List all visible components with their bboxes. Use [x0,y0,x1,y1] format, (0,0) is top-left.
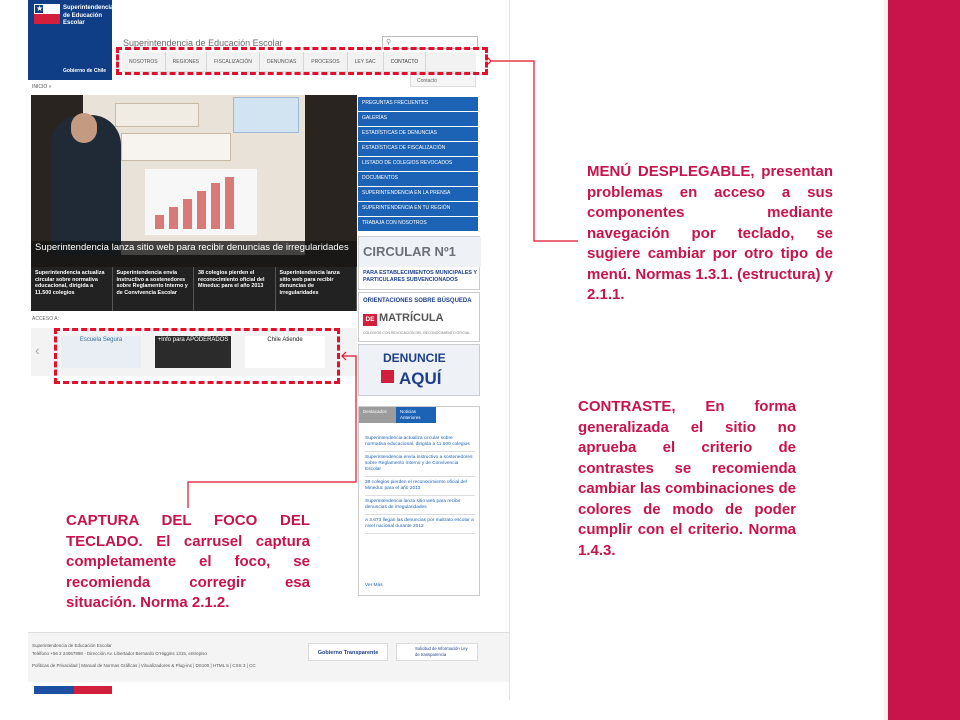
banner-denuncie[interactable] [358,344,480,396]
tab-noticias-anteriores[interactable]: Noticias Anteriores [396,407,436,423]
side-menu-item[interactable]: ESTADÍSTICAS DE FISCALIZACIÓN [358,142,478,156]
banner-circular-sub: PARA ESTABLECIMIENTOS MUNICIPALES Y PARTICULARES SUBVENCIONADOS [363,270,477,283]
side-menu-item[interactable]: SUPERINTENDENCIA EN TU REGIÓN [358,202,478,216]
banner-orient-sub: COLEGIOS CON REVOCACIÓN DEL RECONOCIMIENTO OFICIAL [363,331,471,335]
news-item[interactable]: Superintendencia envía instructivo a sostenedores sobre Reglamento Interno y de Convivencia Escolar [365,452,475,477]
side-menu-item[interactable]: DOCUMENTOS [358,172,478,186]
tab-destacados[interactable]: Destacados [359,407,396,423]
carousel-item-apoderados[interactable]: +Info para APODERADOS [155,336,231,368]
carousel-item-escuela-segura[interactable]: Escuela Segura [61,336,141,368]
logo-org-name: Superintendencia de Educación Escolar [63,5,114,26]
search-icon: ⚲ [386,39,392,46]
side-menu [358,97,478,232]
nav-item-contacto[interactable]: CONTACTO [384,52,427,71]
side-menu-item[interactable]: LISTADO DE COLEGIOS REVOCADOS [358,157,478,171]
nav-item-regiones[interactable]: REGIONES [166,52,207,71]
nav-item-procesos[interactable]: PROCESOS [304,52,347,71]
nav-item-nosotros[interactable]: NOSOTROS [122,52,166,71]
banner-denuncie-line2: AQUÍ [399,369,442,388]
news-item[interactable]: Superintendencia actualiza circular sobre normativa educacional, dirigida a 11.500 colegios [365,433,475,452]
hero-caption[interactable]: 38 colegios pierden el reconocimiento oficial del Mineduc para el año 2013 [194,267,276,311]
banner-orient-title: ORIENTACIONES SOBRE BÚSQUEDA [363,298,472,304]
footer-contact: Teléfono +56 2 24067998 - Dirección Av. Libertador Bernardo O'Higgins 1315, entrepiso [32,651,207,656]
hero-caption[interactable]: Superintendencia envía instructivo a sostenedores sobre Reglamento Interno y de Convivencia Escolar [113,267,195,311]
carousel-highlight-box [54,328,340,384]
footer-org: Superintendencia de Educación Escolar [32,643,112,648]
banner-denuncie-mark [381,370,394,383]
banner-orient-matricula: MATRÍCULA [379,312,444,324]
note-contrast: CONTRASTE, En forma generalizada el sitio no aprueba el criterio de contrastes se recomienda cambiar las combinaciones de colores de modo de poder cumplir con el criterio. Norma 1.4.3. [578,398,796,559]
hero-caption[interactable]: Superintendencia actualiza circular sobre normativa educacional, dirigida a 11.500 colegios [31,267,113,311]
banner-circular-title: CIRCULAR Nº1 [359,237,481,267]
breadcrumb[interactable]: INICIO » [32,84,52,90]
side-menu-item[interactable]: TRABAJA CON NOSOTROS [358,217,478,231]
carousel-item-chile-atiende[interactable]: Chile Atiende [245,336,325,368]
hero-caption[interactable]: Superintendencia lanza sitio web para recibir denuncias de irregularidades [276,267,358,311]
banner-orientaciones[interactable] [358,292,480,342]
footer-links[interactable]: Políticas de Privacidad | Manual de Normas Gráficas | Visualizadores & Plug-ins | DS100 | HTML 5 | CSS 3 | CC [32,663,256,668]
nav-submenu-contacto[interactable]: Contacto [410,73,476,87]
side-menu-item[interactable]: PREGUNTAS FRECUENTES [358,97,478,111]
acceso-label: ACCESO A: [32,316,59,322]
site-title: Superintendencia de Educación Escolar [123,38,283,48]
news-box [358,406,480,596]
hero-carousel[interactable] [31,95,357,311]
hero-captions [31,267,357,311]
nav-item-fiscalizacion[interactable]: FISCALIZACIÓN [207,52,260,71]
side-menu-item[interactable]: SUPERINTENDENCIA EN LA PRENSA [358,187,478,201]
site-logo[interactable] [28,0,112,80]
hero-title[interactable]: Superintendencia lanza sitio web para recibir denuncias de irregularidades [31,241,357,267]
news-item[interactable]: A 3.673 llegan las denuncias por maltrato escolar a nivel nacional durante 2012 [365,515,475,534]
ley-transparencia-link[interactable]: Solicitud de Información Ley de transparencia [396,643,478,661]
banner-denuncie-line1: DENUNCIE [383,351,446,365]
news-item[interactable]: 38 colegios pierden el reconocimiento oficial del Mineduc para el año 2013 [365,477,475,496]
news-more-link[interactable]: Ver Más [365,583,383,588]
accent-band [888,0,960,720]
note-menu: MENÚ DESPLEGABLE, presentan problemas en acceso a sus componentes mediante navegación por teclado, se sugiere cambiar por otro tipo de menú. Normas 1.3.1. (estructura) y 2.1.1. [587,163,833,303]
chevron-left-icon[interactable]: ‹ [35,342,40,358]
news-list [365,433,475,534]
news-tabs [359,407,479,423]
flag-stripe-red [74,686,112,694]
side-menu-item[interactable]: ESTADÍSTICAS DE DENUNCIAS [358,127,478,141]
logo-gobierno: Gobierno de Chile [63,68,107,74]
banner-circular[interactable] [358,236,480,290]
side-menu-item[interactable]: GALERÍAS [358,112,478,126]
nav-item-ley-sac[interactable]: LEY SAC [348,52,384,71]
note-focus: CAPTURA DEL FOCO DEL TECLADO. El carrusel captura completamente el foco, se recomienda corregir esa situación. Norma 2.1.2. [66,512,310,611]
flag-stripe-blue [34,686,74,694]
nav-item-denuncias[interactable]: DENUNCIAS [260,52,304,71]
menu-highlight-box [116,47,488,75]
gobierno-transparente-link[interactable]: Gobierno Transparente [308,643,388,661]
banner-orient-de: DE [363,314,377,326]
chile-flag-icon: ★ [34,4,60,24]
news-item[interactable]: Superintendencia lanza sitio web para recibir denuncias de irregularidades [365,496,475,515]
site-footer [28,632,510,682]
